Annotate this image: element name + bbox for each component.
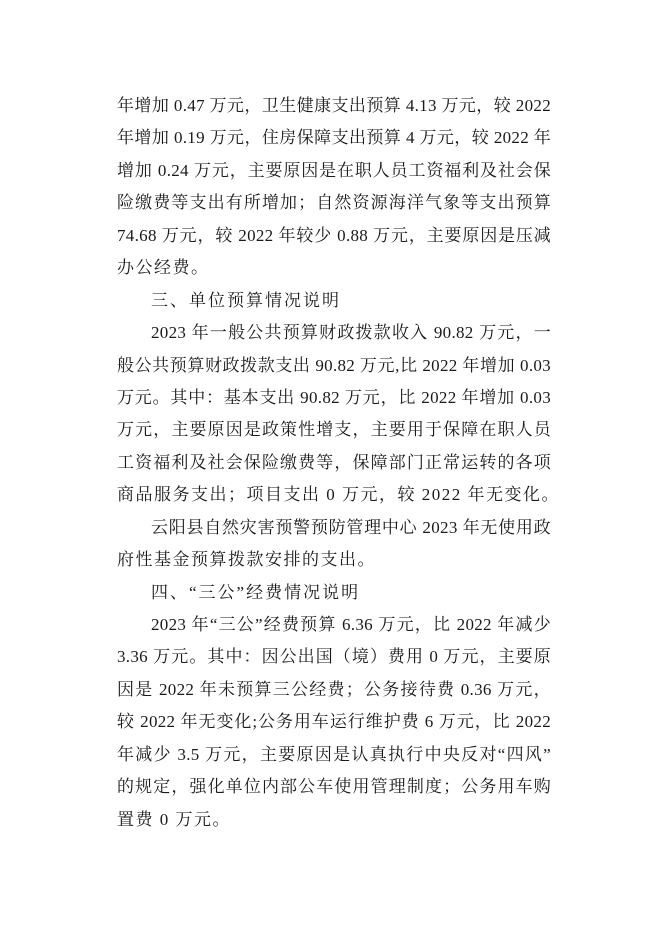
document-page xyxy=(117,90,560,836)
text-line: 万元。其中：基本支出 90.82 万元，比 2022 年增加 0.03 xyxy=(117,387,551,407)
text-line: 的规定，强化单位内部公车使用管理制度；公务用车购 xyxy=(117,777,551,797)
text-line: 办公经费。 xyxy=(117,258,210,278)
text-line: 3.36 万元。其中：因公出国（境）费用 0 万元，主要原 xyxy=(117,647,551,667)
text-line: 较 2022 年无变化;公务用车运行维护费 6 万元，比 2022 xyxy=(117,712,551,732)
text-line: 般公共预算财政拨款支出 90.82 万元,比 2022 年增加 0.03 xyxy=(117,355,551,375)
text-line: 年增加 0.47 万元，卫生健康支出预算 4.13 万元，较 2022 xyxy=(117,96,551,115)
text-line: 年增加 0.19 万元，住房保障支出预算 4 万元，较 2022 年 xyxy=(117,128,551,148)
text-line: 置费 0 万元。 xyxy=(117,809,231,829)
text-line: 74.68 万元，较 2022 年较少 0.88 万元，主要原因是压减 xyxy=(117,225,551,245)
paragraph-government-fund xyxy=(117,512,551,577)
text-line: 增加 0.24 万元，主要原因是在职人员工资福利及社会保 xyxy=(117,160,551,180)
text-line: 工资福利及社会保险缴费等，保障部门正常运转的各项 xyxy=(117,452,551,472)
text-line: 因是 2022 年未预算三公经费；公务接待费 0.36 万元， xyxy=(117,679,551,699)
paragraph-expenditure-continued xyxy=(117,90,551,285)
text-line: 府性基金预算拨款安排的支出。 xyxy=(117,550,376,570)
text-line: 2023 年一般公共预算财政拨款收入 90.82 万元，一 xyxy=(151,323,551,343)
paragraph-three-public-expenses xyxy=(117,609,551,836)
section-heading-three-public: 四、“三公”经费情况说明 xyxy=(151,582,361,602)
text-line: 商品服务支出；项目支出 0 万元，较 2022 年无变化。 xyxy=(117,485,560,505)
text-line: 万元，主要原因是政策性增支，主要用于保障在职人员 xyxy=(117,420,551,440)
text-line: 险缴费等支出有所增加；自然资源海洋气象等支出预算 xyxy=(117,193,551,213)
text-line: 2023 年“三公”经费预算 6.36 万元，比 2022 年减少 xyxy=(151,615,551,634)
paragraph-unit-budget xyxy=(117,317,560,512)
text-line: 年减少 3.5 万元，主要原因是认真执行中央反对“四风” xyxy=(117,744,551,764)
text-line: 云阳县自然灾害预警预防管理中心 2023 年无使用政 xyxy=(151,517,551,537)
section-heading-unit-budget: 三、单位预算情况说明 xyxy=(151,290,341,310)
